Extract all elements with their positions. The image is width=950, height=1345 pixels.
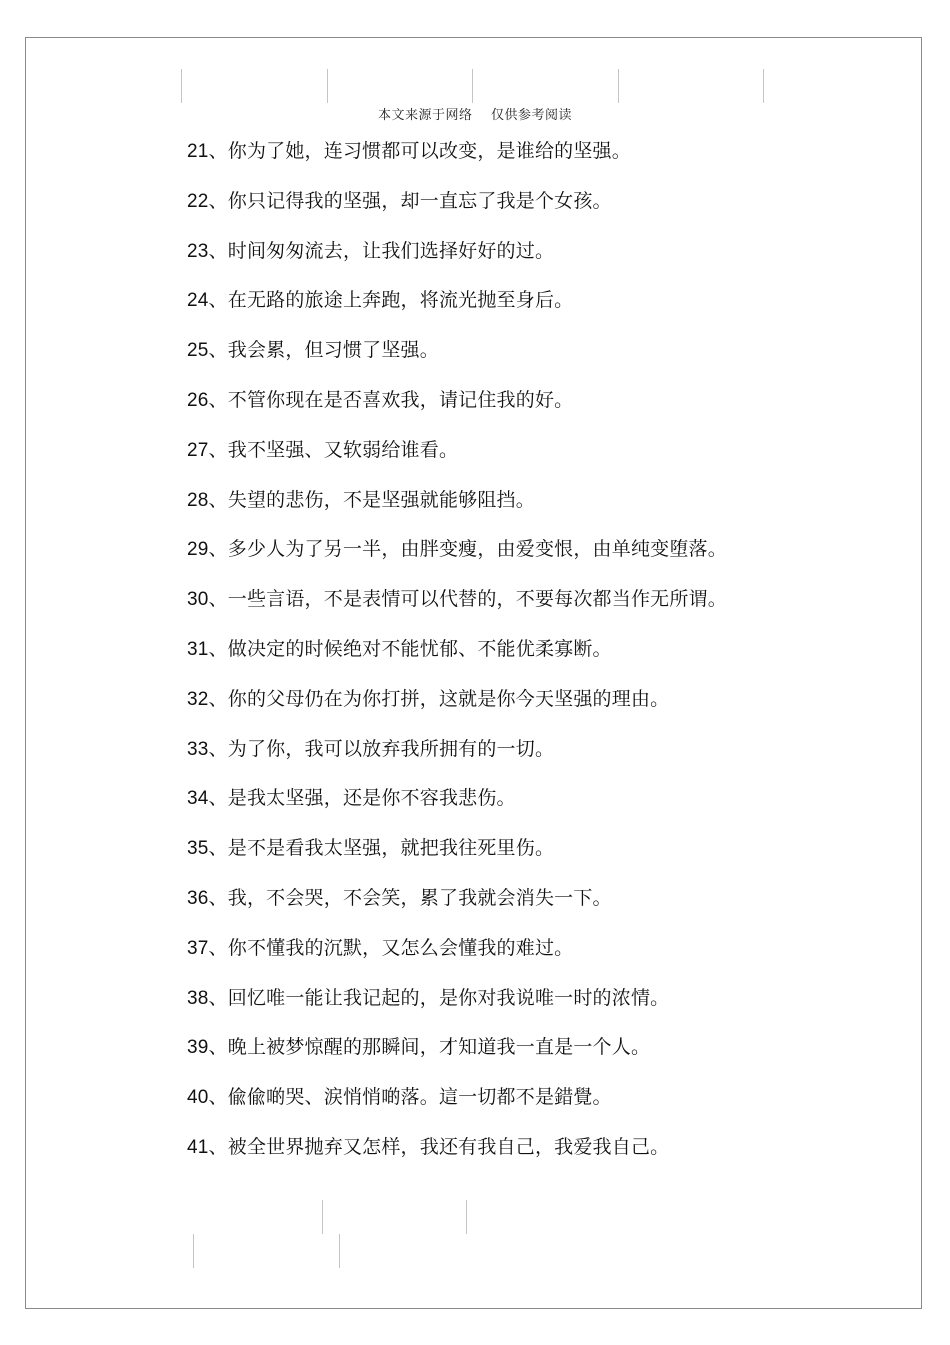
divider-line bbox=[327, 69, 328, 103]
sentence-text: 、我不坚强、又软弱给谁看。 bbox=[208, 438, 459, 461]
sentence-number: 25 bbox=[187, 340, 209, 362]
sentence-item bbox=[187, 386, 917, 436]
sentence-number: 23 bbox=[187, 240, 209, 262]
sentence-text: 、多少人为了另一半，由胖变瘦，由爱变恨，由单纯变堕落。 bbox=[208, 538, 727, 561]
sentence-text: 、为了你，我可以放弃我所拥有的一切。 bbox=[208, 737, 555, 760]
sentence-item bbox=[187, 834, 917, 884]
sentence-item bbox=[187, 336, 917, 386]
sentence-item bbox=[187, 535, 917, 585]
divider-line bbox=[618, 69, 619, 103]
sentence-number: 41 bbox=[187, 1136, 209, 1158]
divider-line bbox=[339, 1234, 340, 1268]
sentence-item bbox=[187, 735, 917, 785]
divider-line bbox=[763, 69, 764, 103]
sentence-item bbox=[187, 187, 917, 237]
sentence-list bbox=[187, 137, 917, 1183]
sentence-text: 、回忆唯一能让我记起的，是你对我说唯一时的浓情。 bbox=[208, 986, 670, 1009]
sentence-number: 22 bbox=[187, 190, 209, 212]
sentence-text: 、在无路的旅途上奔跑，将流光抛至身后。 bbox=[208, 289, 574, 312]
sentence-number: 33 bbox=[187, 738, 209, 760]
sentence-text: 、我，不会哭，不会笑，累了我就会消失一下。 bbox=[208, 886, 612, 909]
sentence-item bbox=[187, 685, 917, 735]
sentence-item bbox=[187, 784, 917, 834]
sentence-item bbox=[187, 286, 917, 336]
sentence-text: 、被全世界抛弃又怎样，我还有我自己，我爱我自己。 bbox=[208, 1135, 670, 1158]
sentence-number: 29 bbox=[187, 539, 209, 561]
divider-line bbox=[466, 1200, 467, 1234]
sentence-number: 34 bbox=[187, 788, 209, 810]
sentence-item bbox=[187, 1083, 917, 1133]
sentence-item bbox=[187, 984, 917, 1034]
sentence-number: 32 bbox=[187, 688, 209, 710]
sentence-text: 、你不懂我的沉默，又怎么会懂我的难过。 bbox=[208, 936, 574, 959]
sentence-text: 、晚上被梦惊醒的那瞬间，才知道我一直是一个人。 bbox=[208, 1036, 651, 1059]
sentence-text: 、是不是看我太坚强，就把我往死里伤。 bbox=[208, 837, 555, 860]
sentence-item bbox=[187, 1133, 917, 1183]
sentence-text: 、是我太坚强，还是你不容我悲伤。 bbox=[208, 787, 516, 810]
sentence-text: 、你的父母仍在为你打拼，这就是你今天坚强的理由。 bbox=[208, 687, 670, 710]
sentence-number: 28 bbox=[187, 489, 209, 511]
sentence-text: 、你只记得我的坚强，却一直忘了我是个女孩。 bbox=[208, 189, 612, 212]
sentence-item bbox=[187, 237, 917, 287]
sentence-item bbox=[187, 436, 917, 486]
sentence-number: 39 bbox=[187, 1037, 209, 1059]
header-note: 本文来源于网络 仅供参考阅读 bbox=[377, 108, 573, 123]
sentence-item bbox=[187, 884, 917, 934]
sentence-text: 、失望的悲伤，不是坚强就能够阻挡。 bbox=[208, 488, 535, 511]
sentence-text: 、偸偸啲哭、涙悄悄啲落。這一切都不是錯覺。 bbox=[208, 1086, 612, 1109]
sentence-text: 、我会累，但习惯了坚强。 bbox=[208, 339, 439, 362]
sentence-text: 、不管你现在是否喜欢我，请记住我的好。 bbox=[208, 388, 574, 411]
divider-line bbox=[181, 69, 182, 103]
divider-line bbox=[322, 1200, 323, 1234]
sentence-number: 37 bbox=[187, 937, 209, 959]
sentence-text: 、你为了她，连习惯都可以改变，是谁给的坚强。 bbox=[208, 140, 631, 162]
divider-line bbox=[193, 1234, 194, 1268]
sentence-number: 27 bbox=[187, 439, 209, 461]
sentence-number: 21 bbox=[187, 141, 209, 162]
sentence-item bbox=[187, 137, 917, 187]
sentence-text: 、一些言语，不是表情可以代替的，不要每次都当作无所谓。 bbox=[208, 588, 727, 611]
sentence-item bbox=[187, 585, 917, 635]
sentence-item bbox=[187, 934, 917, 984]
sentence-item bbox=[187, 486, 917, 536]
sentence-number: 24 bbox=[187, 290, 209, 312]
sentence-number: 38 bbox=[187, 987, 209, 1009]
sentence-number: 36 bbox=[187, 887, 209, 909]
sentence-number: 26 bbox=[187, 389, 209, 411]
sentence-item bbox=[187, 1033, 917, 1083]
sentence-number: 31 bbox=[187, 638, 209, 660]
sentence-number: 30 bbox=[187, 589, 209, 611]
sentence-text: 、做决定的时候绝对不能忧郁、不能优柔寡断。 bbox=[208, 637, 612, 660]
sentence-number: 35 bbox=[187, 838, 209, 860]
divider-line bbox=[472, 69, 473, 103]
sentence-text: 、时间匆匆流去，让我们选择好好的过。 bbox=[208, 239, 555, 262]
sentence-item bbox=[187, 635, 917, 685]
sentence-number: 40 bbox=[187, 1087, 209, 1109]
